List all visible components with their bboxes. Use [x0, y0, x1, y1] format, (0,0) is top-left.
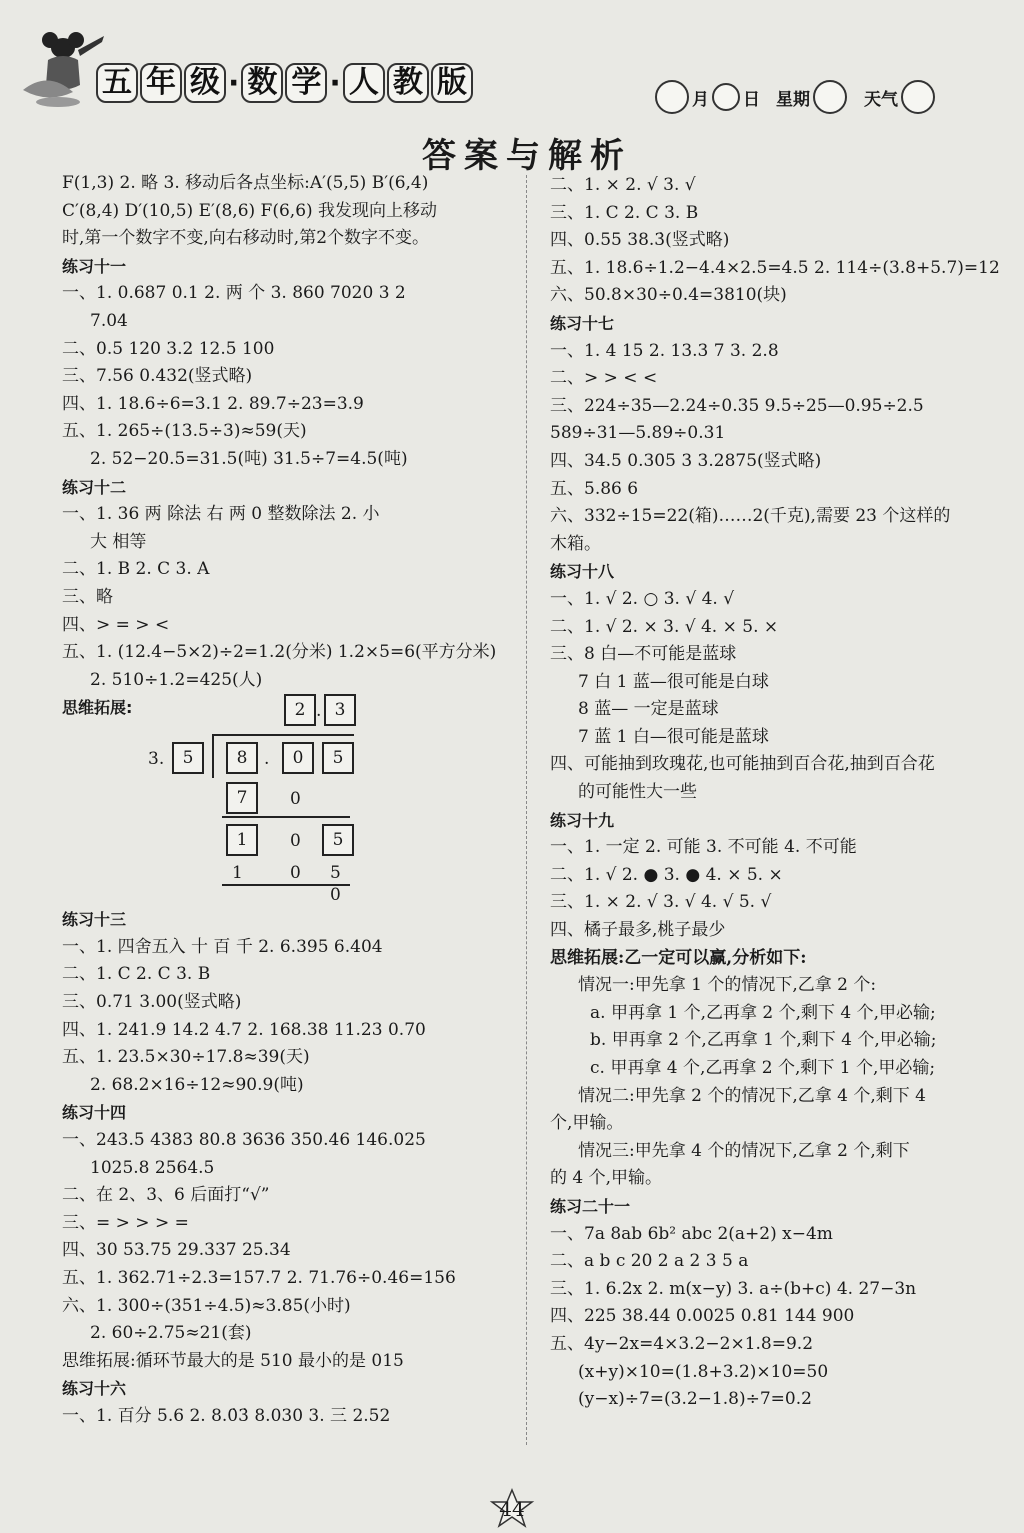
answer-line: 四、30 53.75 29.337 25.34 — [62, 1240, 291, 1261]
answer-line: 四、1. 18.6÷6=3.1 2. 89.7÷23=3.9 — [62, 393, 364, 414]
page-title: 答案与解析 — [422, 136, 632, 176]
answer-line: 一、243.5 4383 80.8 3636 350.46 146.025 — [62, 1130, 426, 1151]
answer-line: (y−x)÷7=(3.2−1.8)÷7=0.2 — [578, 1389, 812, 1410]
answer-line: 三、224÷35—2.24÷0.35 9.5÷25—0.95÷2.5 — [550, 395, 924, 416]
answer-line: 三、1. × 2. √ 3. √ 4. √ 5. √ — [550, 892, 772, 913]
answer-line: (x+y)×10=(1.8+3.2)×10=50 — [578, 1361, 829, 1382]
answer-line: 二、1. C 2. C 3. B — [62, 964, 211, 985]
right-column — [550, 172, 1000, 1414]
answer-line: 四、225 38.44 0.0025 0.81 144 900 — [550, 1306, 855, 1327]
product-digit: 0 — [290, 863, 301, 884]
right-answers — [550, 172, 1000, 1414]
banner-char: 五 — [96, 63, 138, 103]
dividend-decimal-point: . — [264, 749, 270, 770]
answer-line: 四、34.5 0.305 3 3.2875(竖式略) — [550, 450, 822, 471]
cartoon-mascot-logo — [18, 30, 108, 110]
answer-line: 1025.8 2564.5 — [90, 1157, 215, 1178]
answer-line: 7 白 1 蓝—很可能是白球 — [578, 671, 769, 692]
answer-line: 二、1. × 2. √ 3. √ — [550, 175, 696, 195]
answer-line: 三、0.71 3.00(竖式略) — [62, 992, 242, 1013]
answer-line: 一、1. 一定 2. 可能 3. 不可能 4. 不可能 — [550, 837, 857, 858]
answer-line: 四、1. 241.9 14.2 4.7 2. 168.38 11.23 0.70 — [62, 1019, 426, 1040]
banner-char: 版 — [431, 63, 473, 103]
partial-digit-box: 5 — [322, 824, 354, 856]
answer-line: 三、略 — [62, 586, 113, 607]
answer-line: 一、1. 36 两 除法 右 两 0 整数除法 2. 小 — [62, 504, 380, 525]
quotient-digit-box: 2 — [284, 694, 316, 726]
answer-line: 二、a b c 20 2 a 2 3 5 a — [550, 1251, 749, 1272]
banner-char: 年 — [140, 63, 182, 103]
banner-char: 人 — [343, 63, 385, 103]
answer-line: 一、1. 4 15 2. 13.3 7 3. 2.8 — [550, 340, 779, 361]
subtraction-line — [222, 816, 350, 818]
column-divider — [526, 175, 527, 1445]
answer-line: 二、1. √ 2. ● 3. ● 4. × 5. × — [550, 864, 783, 885]
section-heading: 练习十一 — [62, 256, 127, 276]
answer-line: 木箱。 — [550, 533, 601, 554]
answer-line: 情况二:甲先拿 2 个的情况下,乙拿 4 个,剩下 4 — [578, 1085, 927, 1106]
answer-line: 三、7.56 0.432(竖式略) — [62, 366, 253, 387]
weather-blank-circle — [901, 80, 935, 114]
month-blank-circle — [655, 80, 689, 114]
answer-line: 2. 60÷2.75≈21(套) — [90, 1323, 252, 1344]
answer-line: 一、1. 百分 5.6 2. 8.0̇3̇ 8.030 3. 三 2.52 — [62, 1405, 391, 1426]
section-heading: 练习十八 — [550, 562, 615, 582]
answer-line: 思维拓展:乙一定可以赢,分析如下: — [550, 947, 807, 968]
division-bracket — [212, 734, 214, 778]
answer-line: 五、4y−2x=4×3.2−2×1.8=9.2 — [550, 1333, 814, 1354]
answer-line: 一、7a 8ab 6b² abc 2(a+2) x−4m — [550, 1223, 833, 1244]
answer-line: 六、332÷15=22(箱)……2(千克),需要 23 个这样的 — [550, 506, 951, 527]
left-answers-top — [62, 170, 510, 694]
day-label: 日 — [743, 89, 760, 110]
banner-char: 教 — [387, 63, 429, 103]
answer-line: 的可能性大一些 — [578, 782, 697, 803]
answer-line: 的 4 个,甲输。 — [550, 1168, 663, 1189]
section-heading: 练习十二 — [62, 477, 127, 497]
product-digit: 0 — [290, 789, 301, 810]
answer-line: 三、= > > > = — [62, 1212, 189, 1233]
answer-line: 8 蓝— 一定是蓝球 — [578, 699, 719, 720]
date-weather-fields — [652, 80, 938, 114]
page-number: 44 — [499, 1497, 525, 1521]
divisor-digit-box: 5 — [172, 742, 204, 774]
answer-line: 一、1. 0.687 0.1 2. 两 个 3. 860 7020 3 2 — [62, 283, 406, 304]
answer-line: 三、8 白—不可能是蓝球 — [550, 644, 737, 665]
remainder-digit: 0 — [330, 885, 341, 906]
answer-line: 五、1. 265÷(13.5÷3)≈59(天) — [62, 421, 307, 442]
answer-line: 二、> > < < — [550, 368, 658, 389]
answer-line: F(1,3) 2. 略 3. 移动后各点坐标:A′(5,5) B′(6,4) — [62, 173, 429, 193]
banner-char: 级 — [184, 63, 226, 103]
answer-line: 四、可能抽到玫瑰花,也可能抽到百合花,抽到百合花 — [550, 754, 935, 775]
dividend-digit-box: 0 — [282, 742, 314, 774]
answer-line: 五、1. 23.5×30÷17.8≈39(天) — [62, 1047, 310, 1068]
product-digit: 1 — [232, 863, 243, 884]
answer-line: 五、1. (12.4−5×2)÷2=1.2(分米) 1.2×5=6(平方分米) — [62, 642, 497, 663]
month-label: 月 — [692, 89, 709, 110]
banner-dot: · — [228, 65, 240, 101]
answer-line: 2. 68.2×16÷12≈90.9(吨) — [90, 1074, 304, 1095]
dividend-digit-box: 8 — [226, 742, 258, 774]
section-heading: 练习十七 — [550, 313, 615, 333]
answer-line: 大 相等 — [90, 531, 147, 552]
answer-line: 7.04 — [90, 310, 128, 331]
answer-line: 2. 510÷1.2=425(人) — [90, 669, 263, 690]
answer-line: 2. 52−20.5=31.5(吨) 31.5÷7=4.5(吨) — [90, 448, 408, 469]
section-heading: 练习十四 — [62, 1103, 127, 1123]
answer-line: 一、1. 四舍五入 十 百 千 2. 6.395 6.404 — [62, 936, 383, 957]
answer-line: c. 甲再拿 4 个,乙再拿 2 个,剩下 1 个,甲必输; — [590, 1058, 936, 1078]
answer-line: 三、1. 6.2x 2. m(x−y) 3. a÷(b+c) 4. 27−3n — [550, 1278, 917, 1299]
answer-line: 六、1. 300÷(351÷4.5)≈3.85(小时) — [62, 1295, 351, 1316]
product-digit-box: 7 — [226, 782, 258, 814]
partial-digit-box: 1 — [226, 824, 258, 856]
day-blank-circle — [712, 83, 740, 111]
section-heading: 练习十九 — [550, 810, 615, 830]
quotient-digit-box: 3 — [324, 694, 356, 726]
answer-line: 五、1. 362.71÷2.3=157.7 2. 71.76÷0.46=156 — [62, 1268, 456, 1288]
answer-line: 三、1. C 2. C 3. B — [550, 202, 699, 223]
banner-char: 数 — [241, 63, 283, 103]
division-bar — [214, 734, 354, 736]
answer-line: a. 甲再拿 1 个,乙再拿 2 个,剩下 4 个,甲必输; — [590, 1002, 936, 1023]
banner-char: 学 — [285, 63, 327, 103]
left-column — [62, 170, 510, 1431]
answer-line: C′(8,4) D′(10,5) E′(8,6) F(6,6) 我发现向上移动 — [62, 200, 438, 221]
answer-line: b. 甲再拿 2 个,乙再拿 1 个,剩下 4 个,甲必输; — [590, 1030, 937, 1051]
answer-line: 六、50.8×30÷0.4=3810(块) — [550, 285, 787, 306]
answer-line: 时,第一个数字不变,向右移动时,第2个数字不变。 — [62, 228, 430, 249]
section-heading: 练习二十一 — [550, 1196, 631, 1216]
weather-label: 天气 — [864, 89, 898, 110]
answer-line: 情况一:甲先拿 1 个的情况下,乙拿 2 个: — [578, 975, 877, 996]
banner-dot: · — [329, 65, 341, 101]
dividend-digit-box: 5 — [322, 742, 354, 774]
section-heading: 练习十三 — [62, 910, 127, 930]
answer-line: 四、橘子最多,桃子最少 — [550, 920, 726, 941]
weekday-blank-circle — [813, 80, 847, 114]
page-header — [0, 0, 1024, 180]
answer-line: 二、在 2、3、6 后面打“√” — [62, 1185, 270, 1206]
answer-line: 五、5.86 6 — [550, 478, 639, 499]
answer-line: 情况三:甲先拿 4 个的情况下,乙拿 2 个,剩下 — [578, 1140, 910, 1161]
grade-subject-banner — [96, 62, 473, 104]
answer-line: 589÷31—5.89÷0.31 — [550, 423, 726, 444]
weekday-label: 星期 — [776, 89, 810, 110]
answer-line: 二、1. B 2. C 3. A — [62, 559, 210, 580]
answer-line: 一、1. √ 2. ○ 3. √ 4. √ — [550, 588, 735, 609]
answer-line: 四、0.55 38.3̇(竖式略) — [550, 230, 730, 251]
item-number: 3. — [148, 749, 165, 770]
answer-line: 二、0.5 120 3.2 12.5 100 — [62, 338, 275, 359]
answer-line: 二、1. √ 2. × 3. √ 4. × 5. × — [550, 616, 779, 637]
answer-line: 7 蓝 1 白—很可能是蓝球 — [578, 726, 769, 747]
answer-line: 五、1. 18.6÷1.2−4.4×2.5=4.5 2. 114÷(3.8+5.7)=12 — [550, 257, 1000, 278]
long-division-diagram — [62, 694, 510, 886]
left-answers-bottom — [62, 906, 510, 1430]
answer-line: 四、> = > < — [62, 614, 170, 635]
quotient-decimal-point: . — [316, 701, 322, 722]
product-digit: 5 — [330, 863, 341, 884]
section-heading: 练习十六 — [62, 1379, 127, 1399]
answer-line: 个,甲输。 — [550, 1113, 624, 1134]
division-remainder-row — [62, 886, 510, 906]
thinking-extension-label: 思维拓展: — [62, 698, 133, 718]
answer-line: 思维拓展:循环节最大的是 510 最小的是 015 — [62, 1350, 404, 1371]
partial-digit: 0 — [290, 831, 301, 852]
